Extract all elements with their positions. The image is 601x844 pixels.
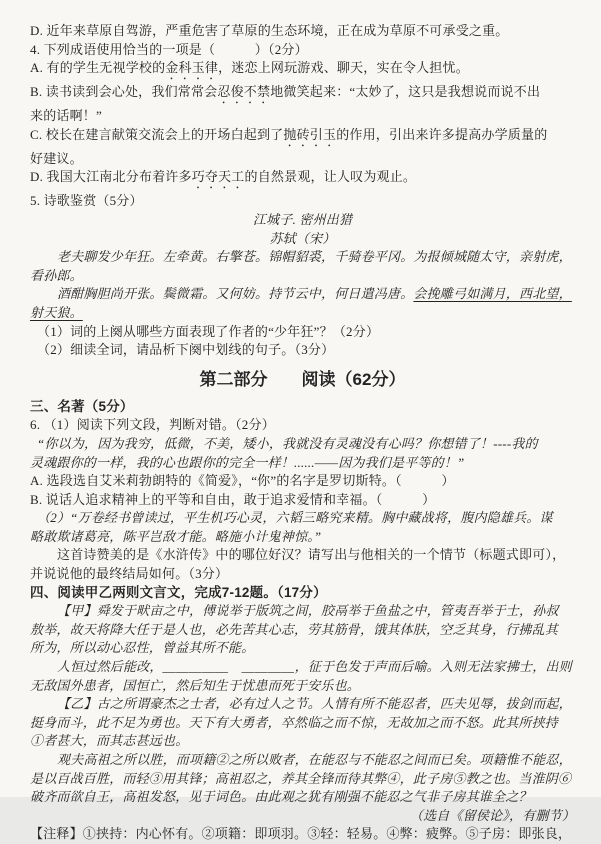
poem-author: 苏轼（宋） [269,230,336,246]
idiom-emphasis: 巧夺天工 [191,169,245,185]
jia-line-4-text: 人恒过然后能改， [57,659,163,675]
option-b-text: B. 读书读到会心处，我们常常会 [30,84,218,100]
q4-option-b-line2: 来的话啊！” [30,108,102,124]
q6-quote-line-1: “你以为，因为我穷，低微，不美，矮小，我就没有灵魂没有心吗？你想错了！----我的 [37,435,538,451]
passage-yi-line-6: 破齐而欲自王，高祖发怒，见于词色。由此观之犹有刚强不能忍之气非子房其谁全之？ [30,789,532,805]
section3-heading: 三、名著（5分） [30,398,134,414]
option-d-text-rest: 的自然景观，让人叹为观止。 [244,169,417,185]
fill-in-blank: ＿＿＿＿＿ ＿＿＿＿ [162,659,295,675]
poem-line-3-text: 酒酣胸胆尚开张。鬓微霜。又何妨。持节云中，何日遣冯唐。 [57,286,414,302]
option-b-text-rest: 地微笑起来：“太妙了，这只是我想说而说不出 [270,84,541,100]
passage-jia-line-2: 敖举，故天将降大任于是人也，必先苦其心志，劳其筋骨，饿其体肤，空乏其身，行拂乱其 [30,621,559,637]
q6-option-b: B. 说话人追求精神上的平等和自由，敢于追求爱情和幸福。（ ） [30,491,436,507]
q4-option-d [30,168,575,192]
poem-line-3 [30,285,575,304]
q6-option-a: A. 选段选自艾米莉勃朗特的《简爱》，“你”的名字是罗切斯特。（ ） [30,473,455,489]
q6-2-quote-line-2: 略敢欺诸葛亮，陈平岂敌才能。略施小计鬼神惊。” [30,528,322,544]
q5-stem: 5. 诗歌鉴赏（5分） [30,193,143,209]
q6-2-prompt-line-2: 并说说他的最终结局如何。（3分） [30,566,229,582]
passage-jia-line-4 [30,658,575,677]
q6-2-prompt-line-1: 这首诗赞美的是《水浒传》中的哪位好汉？请写出与他相关的一个情节（标题式即可）， [57,547,566,563]
poem-line-2: 看孙郎。 [30,267,83,283]
q4-option-a [30,59,575,83]
idiom-emphasis: 金科玉律 [165,60,219,76]
passage-yi-line-3: ①者甚大，而其志甚远也。 [30,733,189,749]
idiom-emphasis: 忍俊不禁 [217,84,271,100]
part2-heading: 第二部分 阅读（62分） [199,369,406,389]
passage-yi-line-4: 观夫高祖之所以胜，而项籍②之所以败者，在能忍与不能忍之间而已矣。项籍惟不能忍， [57,752,572,767]
underlined-verse-end: 射天狼。 [30,304,83,320]
q4-option-c-line2: 好建议。 [30,150,83,166]
poem-line-1: 老夫聊发少年狂。左牵黄。右擎苍。锦帽貂裘，千骑卷平冈。为报倾城随太守，亲射虎， [57,249,572,265]
underlined-verse: 会挽雕弓如满月，西北望， [413,286,572,302]
passage-yi-line-5: 是以百战百胜，而轻③用其锋；高祖忍之，养其全锋而待其弊④，此子房⑤教之也。当淮阴⑥ [30,770,572,786]
idiom-emphasis: 抛砖引玉 [283,126,337,142]
passage-source: （选自《留侯论》，有删节） [409,807,575,823]
option-a-text-rest: ，迷恋上网玩游戏、聊天，实在令人担忧。 [218,60,469,76]
q3-option-d: D. 近年来草原自驾游，严重危害了草原的生态环境，正在成为草原不可承受之重。 [30,23,509,38]
option-d-text: D. 我国大江南北分布着许多 [30,169,192,185]
q5-sub1: （1）词的上阕从哪些方面表现了作者的“少年狂”？（2分） [37,323,380,339]
passage-notes: 【注释】①挟持：内心怀有。②项籍：即项羽。③轻：轻易。④弊：疲弊。⑤子房：即张良， [30,826,572,842]
passage-jia-line-5: 无敌国外患者，国恒亡，然后知生于忧患而死于安乐也。 [30,677,361,693]
option-c-text: C. 校长在建言献策交流会上的开场白起到了 [30,126,284,142]
q4-stem: 4. 下列成语使用恰当的一项是（ ）（2分） [30,41,308,57]
poem-title: 江城子. 密州出猎 [252,211,353,227]
passage-jia-line-3: 所为，所以动心忍性，曾益其所不能。 [30,640,255,656]
jia-line-4-rest: ，征于色发于声而后喻。入则无法家拂士，出则 [294,659,572,675]
q6-2-quote-line-1: （2）“万卷经书曾读过，平生机巧心灵，六韬三略究来精。胸中藏战将，腹内隐雄兵。谋 [37,510,553,526]
q6-quote-line-2: 灵魂跟你的一样，我的心也跟你的完全一样！......——因为我们是平等的！” [30,454,465,470]
passage-yi-line-1: 【乙】古之所谓豪杰之士者，必有过人之节。人情有所不能忍者，匹夫见辱，拔剑而起， [57,696,572,712]
section4-heading: 四、阅读甲乙两则文言文，完成7-12题。（17分） [30,584,327,600]
q4-option-b [30,83,575,107]
poem-line-4 [30,304,575,323]
option-c-text-rest: 的作用，引出来许多提高办学质量的 [336,126,548,142]
q4-option-c [30,126,575,150]
q6-stem: 6. （1）阅读下列文段，判断对错。（2分） [30,417,275,433]
option-a-text: A. 有的学生无视学校的 [30,60,166,76]
q5-sub2: （2）细读全词，请品析下阕中划线的句子。（3分） [37,342,335,358]
passage-jia-line-1: 【甲】舜发于畎亩之中，傅说举于版筑之间，胶鬲举于鱼盐之中，管夷吾举于士，孙叔 [57,603,559,619]
passage-yi-line-2: 挺身而斗，此不足为勇也。天下有大勇者，卒然临之而不惊，无故加之而不怒。此其所挟持 [30,714,559,730]
